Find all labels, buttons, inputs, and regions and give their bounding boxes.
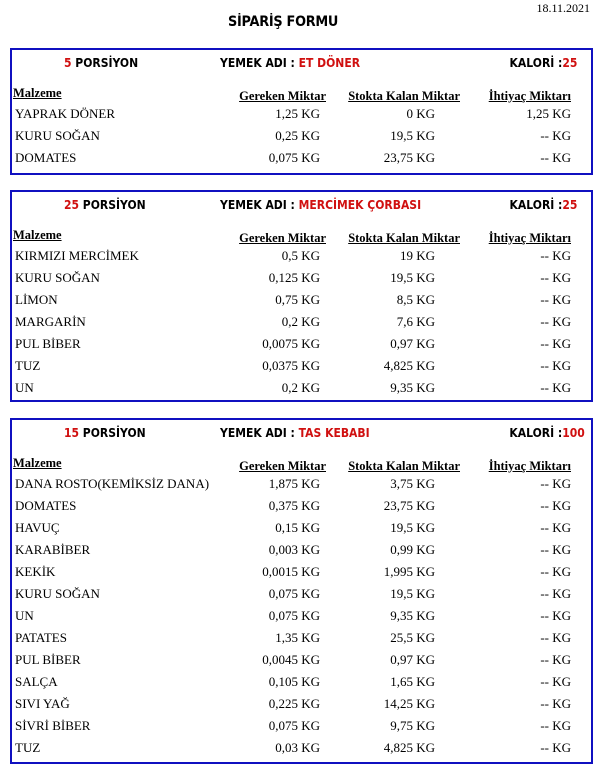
portion-count (64, 426, 146, 440)
needed-amount: -- KG (540, 314, 571, 329)
needed-amount: -- KG (540, 128, 571, 143)
column-header-gereken: Gereken Miktar (239, 231, 326, 245)
required-amount: 0,225 KG (268, 696, 320, 711)
needed-amount: -- KG (540, 380, 571, 395)
required-amount: 0,075 KG (268, 718, 320, 733)
stock-amount: 9,35 KG (390, 380, 435, 395)
calorie-value: 100 (562, 426, 585, 440)
dish-name (220, 426, 370, 440)
table-row (12, 358, 591, 378)
stock-amount: 23,75 KG (383, 498, 435, 513)
stock-amount: 1,65 KG (390, 674, 435, 689)
portion-label: PORSİYON (75, 56, 139, 70)
stock-amount: 19 KG (399, 248, 435, 263)
portion-label: PORSİYON (82, 426, 146, 440)
ingredient-name: KIRMIZI MERCİMEK (15, 248, 139, 263)
ingredient-name: DOMATES (15, 498, 77, 513)
ingredient-name: KURU SOĞAN (15, 586, 100, 601)
required-amount: 0,0375 KG (262, 358, 320, 373)
needed-amount: -- KG (540, 630, 571, 645)
required-amount: 0,25 KG (275, 128, 320, 143)
required-amount: 0,375 KG (268, 498, 320, 513)
ingredient-name: LİMON (15, 292, 58, 307)
ingredient-name: KARABİBER (15, 542, 91, 557)
column-header-ihtiyac: İhtiyaç Miktarı (488, 231, 571, 245)
required-amount: 1,25 KG (275, 106, 320, 121)
recipe-box (10, 418, 593, 764)
stock-amount: 0 KG (406, 106, 435, 121)
dish-name-label: YEMEK ADI : (220, 56, 295, 70)
table-row (12, 696, 591, 716)
table-row (12, 248, 591, 268)
required-amount: 0,075 KG (268, 608, 320, 623)
required-amount: 0,0015 KG (262, 564, 320, 579)
column-header-malzeme: Malzeme (13, 228, 62, 242)
ingredient-name: UN (15, 608, 34, 623)
stock-amount: 0,97 KG (390, 336, 435, 351)
table-row (12, 314, 591, 334)
ingredient-name: YAPRAK DÖNER (15, 106, 116, 121)
ingredient-name: PATATES (15, 630, 67, 645)
needed-amount: -- KG (540, 150, 571, 165)
column-header-gereken: Gereken Miktar (239, 89, 326, 103)
calorie-label: KALORİ : (509, 198, 562, 212)
needed-amount: -- KG (540, 292, 571, 307)
ingredient-name: MARGARİN (15, 314, 86, 329)
column-header-ihtiyac: İhtiyaç Miktarı (488, 89, 571, 103)
ingredient-name: SALÇA (15, 674, 58, 689)
table-row (12, 128, 591, 148)
ingredient-name: KURU SOĞAN (15, 270, 100, 285)
required-amount: 1,875 KG (268, 476, 320, 491)
table-row (12, 542, 591, 562)
portion-label: PORSİYON (82, 198, 146, 212)
table-row (12, 292, 591, 312)
dish-name-value: MERCİMEK ÇORBASI (298, 198, 422, 212)
stock-amount: 0,99 KG (390, 542, 435, 557)
stock-amount: 19,5 KG (390, 520, 435, 535)
stock-amount: 14,25 KG (383, 696, 435, 711)
stock-amount: 23,75 KG (383, 150, 435, 165)
dish-name (220, 56, 360, 70)
recipe-box (10, 48, 593, 175)
ingredient-name: SIVI YAĞ (15, 696, 70, 711)
table-row (12, 270, 591, 290)
needed-amount: -- KG (540, 498, 571, 513)
recipe-box (10, 190, 593, 402)
needed-amount: -- KG (540, 740, 571, 755)
calorie-value: 25 (561, 198, 577, 212)
required-amount: 0,003 KG (268, 542, 320, 557)
calorie-info (510, 426, 585, 440)
table-row (12, 150, 591, 170)
dish-name (220, 198, 421, 212)
stock-amount: 9,75 KG (390, 718, 435, 733)
column-header-stokta: Stokta Kalan Miktar (348, 89, 460, 103)
needed-amount: -- KG (540, 358, 571, 373)
needed-amount: -- KG (540, 696, 571, 711)
calorie-info (509, 56, 577, 70)
needed-amount: -- KG (540, 542, 571, 557)
table-row (12, 476, 591, 496)
ingredient-name: TUZ (15, 358, 41, 373)
table-row (12, 740, 591, 760)
table-row (12, 380, 591, 400)
calorie-label: KALORİ : (509, 56, 562, 70)
ingredient-name: HAVUÇ (15, 520, 60, 535)
ingredient-name: PUL BİBER (15, 652, 81, 667)
table-row (12, 586, 591, 606)
stock-amount: 0,97 KG (390, 652, 435, 667)
stock-amount: 1,995 KG (383, 564, 435, 579)
column-header-gereken: Gereken Miktar (239, 459, 326, 473)
dish-name-value: TAS KEBABI (298, 426, 370, 440)
stock-amount: 9,35 KG (390, 608, 435, 623)
ingredient-name: TUZ (15, 740, 41, 755)
column-header-malzeme: Malzeme (13, 456, 62, 470)
table-row (12, 336, 591, 356)
ingredient-name: DOMATES (15, 150, 77, 165)
needed-amount: -- KG (540, 520, 571, 535)
portion-count (64, 56, 138, 70)
required-amount: 0,15 KG (275, 520, 320, 535)
needed-amount: -- KG (540, 248, 571, 263)
stock-amount: 4,825 KG (383, 358, 435, 373)
portion-number: 15 (64, 426, 80, 440)
table-row (12, 718, 591, 738)
table-row (12, 674, 591, 694)
required-amount: 0,5 KG (281, 248, 320, 263)
needed-amount: -- KG (540, 608, 571, 623)
column-header-malzeme: Malzeme (13, 86, 62, 100)
table-row (12, 106, 591, 126)
required-amount: 0,75 KG (275, 292, 320, 307)
required-amount: 0,2 KG (281, 314, 320, 329)
required-amount: 0,0075 KG (262, 336, 320, 351)
stock-amount: 7,6 KG (396, 314, 435, 329)
column-header-stokta: Stokta Kalan Miktar (348, 459, 460, 473)
required-amount: 0,105 KG (268, 674, 320, 689)
portion-count (64, 198, 146, 212)
required-amount: 0,0045 KG (262, 652, 320, 667)
dish-name-label: YEMEK ADI : (220, 198, 295, 212)
calorie-info (509, 198, 577, 212)
needed-amount: -- KG (540, 586, 571, 601)
column-header-stokta: Stokta Kalan Miktar (348, 231, 460, 245)
stock-amount: 19,5 KG (390, 586, 435, 601)
table-row (12, 630, 591, 650)
stock-amount: 8,5 KG (396, 292, 435, 307)
needed-amount: -- KG (540, 718, 571, 733)
required-amount: 0,125 KG (268, 270, 320, 285)
stock-amount: 19,5 KG (390, 128, 435, 143)
required-amount: 0,03 KG (275, 740, 320, 755)
ingredient-name: DANA ROSTO(KEMİKSİZ DANA) (15, 476, 210, 491)
column-header-ihtiyac: İhtiyaç Miktarı (488, 459, 571, 473)
table-row (12, 608, 591, 628)
required-amount: 0,2 KG (281, 380, 320, 395)
table-row (12, 498, 591, 518)
form-date: 18.11.2021 (536, 1, 590, 15)
table-row (12, 520, 591, 540)
ingredient-name: PUL BİBER (15, 336, 81, 351)
stock-amount: 25,5 KG (390, 630, 435, 645)
dish-name-label: YEMEK ADI : (220, 426, 295, 440)
needed-amount: -- KG (540, 476, 571, 491)
ingredient-name: KURU SOĞAN (15, 128, 100, 143)
needed-amount: 1,25 KG (526, 106, 571, 121)
calorie-value: 25 (561, 56, 577, 70)
needed-amount: -- KG (540, 674, 571, 689)
table-row (12, 564, 591, 584)
page-title: SİPARİŞ FORMU (228, 14, 339, 30)
stock-amount: 19,5 KG (390, 270, 435, 285)
portion-number: 25 (64, 198, 80, 212)
required-amount: 0,075 KG (268, 150, 320, 165)
ingredient-name: SİVRİ BİBER (15, 718, 91, 733)
required-amount: 0,075 KG (268, 586, 320, 601)
needed-amount: -- KG (540, 270, 571, 285)
stock-amount: 3,75 KG (390, 476, 435, 491)
ingredient-name: UN (15, 380, 34, 395)
stock-amount: 4,825 KG (383, 740, 435, 755)
ingredient-name: KEKİK (15, 564, 56, 579)
portion-number: 5 (64, 56, 72, 70)
dish-name-value: ET DÖNER (298, 56, 361, 70)
needed-amount: -- KG (540, 652, 571, 667)
table-row (12, 652, 591, 672)
calorie-label: KALORİ : (509, 426, 563, 440)
required-amount: 1,35 KG (275, 630, 320, 645)
needed-amount: -- KG (540, 564, 571, 579)
needed-amount: -- KG (540, 336, 571, 351)
